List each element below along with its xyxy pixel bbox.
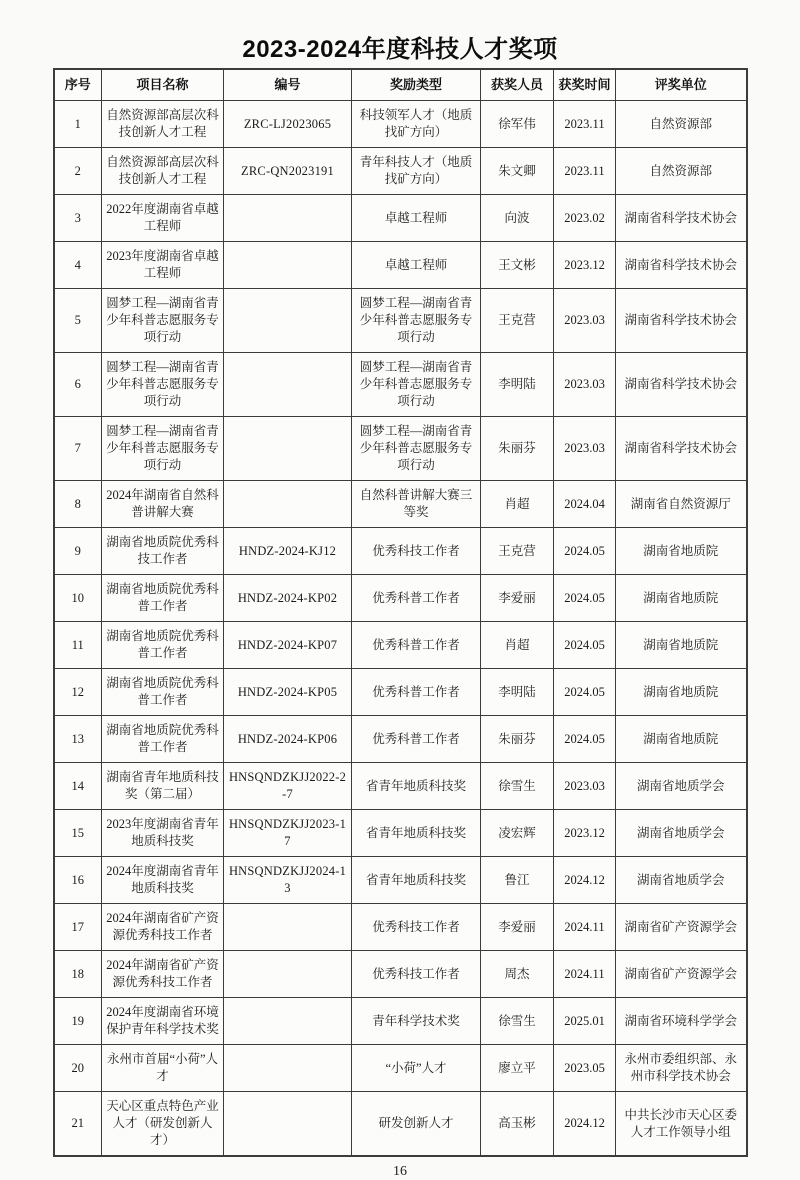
table-cell: 李爱丽 <box>481 575 554 622</box>
header-cell-1: 项目名称 <box>102 69 224 101</box>
table-cell: 徐军伟 <box>481 101 554 148</box>
table-cell: 2023.12 <box>554 810 616 857</box>
table-cell: 17 <box>54 904 102 951</box>
table-cell: 2023年度湖南省卓越工程师 <box>102 242 224 289</box>
table-cell: 天心区重点特色产业人才（研发创新人才） <box>102 1092 224 1157</box>
table-cell: 6 <box>54 353 102 417</box>
table-cell: 圆梦工程—湖南省青少年科普志愿服务专项行动 <box>102 289 224 353</box>
table-cell: 自然资源部高层次科技创新人才工程 <box>102 148 224 195</box>
table-cell: 湖南省青年地质科技奖（第二届） <box>102 763 224 810</box>
table-cell: 2024.05 <box>554 716 616 763</box>
table-cell: 2024年度湖南省环境保护青年科学技术奖 <box>102 998 224 1045</box>
table-row <box>54 857 747 904</box>
table-cell: 2023.12 <box>554 242 616 289</box>
table-cell: 李明陆 <box>481 353 554 417</box>
table-cell: 卓越工程师 <box>352 195 481 242</box>
table-cell <box>224 242 352 289</box>
table-cell: 湖南省地质院 <box>616 528 747 575</box>
table-cell: 朱丽芬 <box>481 417 554 481</box>
table-cell: 永州市首届“小荷”人才 <box>102 1045 224 1092</box>
table-cell: 2 <box>54 148 102 195</box>
table-cell: 优秀科技工作者 <box>352 904 481 951</box>
awards-table <box>53 68 748 1157</box>
table-cell: 王克营 <box>481 528 554 575</box>
table-cell: “小荷”人才 <box>352 1045 481 1092</box>
table-cell: 圆梦工程—湖南省青少年科普志愿服务专项行动 <box>352 417 481 481</box>
table-cell: 15 <box>54 810 102 857</box>
table-cell: 21 <box>54 1092 102 1157</box>
table-cell: 湖南省地质学会 <box>616 763 747 810</box>
table-cell: 2022年度湖南省卓越工程师 <box>102 195 224 242</box>
table-row <box>54 622 747 669</box>
table-cell: 湖南省科学技术协会 <box>616 353 747 417</box>
table-cell: 科技领军人才（地质找矿方向） <box>352 101 481 148</box>
table-cell: HNDZ-2024-KP07 <box>224 622 352 669</box>
table-cell: 朱文卿 <box>481 148 554 195</box>
table-cell: 湖南省地质院优秀科普工作者 <box>102 716 224 763</box>
table-cell: 12 <box>54 669 102 716</box>
table-cell: 2024.11 <box>554 904 616 951</box>
table-cell: 自然资源部高层次科技创新人才工程 <box>102 101 224 148</box>
table-row <box>54 575 747 622</box>
table-cell <box>224 289 352 353</box>
table-cell: HNSQNDZKJJ2022-2-7 <box>224 763 352 810</box>
table-cell: 13 <box>54 716 102 763</box>
table-cell: 湖南省自然资源厅 <box>616 481 747 528</box>
table-cell <box>224 904 352 951</box>
table-cell: 11 <box>54 622 102 669</box>
table-cell: 2024.12 <box>554 1092 616 1157</box>
table-cell: 2023.03 <box>554 417 616 481</box>
header-cell-4: 获奖人员 <box>481 69 554 101</box>
table-row <box>54 1045 747 1092</box>
table-cell: 湖南省地质院 <box>616 622 747 669</box>
table-cell: 徐雪生 <box>481 763 554 810</box>
table-cell: 18 <box>54 951 102 998</box>
table-cell: 自然资源部 <box>616 101 747 148</box>
table-row <box>54 998 747 1045</box>
table-cell: 湖南省科学技术协会 <box>616 195 747 242</box>
table-cell: 湖南省地质院优秀科普工作者 <box>102 622 224 669</box>
table-cell: 优秀科普工作者 <box>352 716 481 763</box>
table-cell: 湖南省地质院优秀科普工作者 <box>102 669 224 716</box>
table-cell: 5 <box>54 289 102 353</box>
table-cell: 圆梦工程—湖南省青少年科普志愿服务专项行动 <box>102 417 224 481</box>
header-cell-0: 序号 <box>54 69 102 101</box>
table-cell: 优秀科普工作者 <box>352 669 481 716</box>
table-row <box>54 951 747 998</box>
table-cell: 2023.02 <box>554 195 616 242</box>
table-cell: HNDZ-2024-KJ12 <box>224 528 352 575</box>
table-row <box>54 148 747 195</box>
table-cell: 2024.05 <box>554 669 616 716</box>
table-cell: 2023.03 <box>554 763 616 810</box>
table-cell: 省青年地质科技奖 <box>352 810 481 857</box>
table-cell: 肖超 <box>481 481 554 528</box>
table-cell: 2024.11 <box>554 951 616 998</box>
table-cell: 湖南省环境科学学会 <box>616 998 747 1045</box>
table-cell: 研发创新人才 <box>352 1092 481 1157</box>
table-row <box>54 763 747 810</box>
table-cell: HNDZ-2024-KP06 <box>224 716 352 763</box>
table-cell <box>224 417 352 481</box>
table-cell: 优秀科普工作者 <box>352 622 481 669</box>
table-cell: 省青年地质科技奖 <box>352 857 481 904</box>
table-row <box>54 417 747 481</box>
table-cell: 湖南省地质学会 <box>616 857 747 904</box>
table-cell: 1 <box>54 101 102 148</box>
table-cell: 2023.11 <box>554 148 616 195</box>
table-row <box>54 101 747 148</box>
table-cell: 湖南省科学技术协会 <box>616 289 747 353</box>
table-cell: 2023.03 <box>554 353 616 417</box>
table-cell: 2023.05 <box>554 1045 616 1092</box>
table-cell: 2024.04 <box>554 481 616 528</box>
table-cell: 湖南省矿产资源学会 <box>616 951 747 998</box>
table-cell: 2024年度湖南省青年地质科技奖 <box>102 857 224 904</box>
table-cell: 湖南省地质院 <box>616 575 747 622</box>
table-row <box>54 481 747 528</box>
table-cell: 湖南省矿产资源学会 <box>616 904 747 951</box>
table-cell: 王文彬 <box>481 242 554 289</box>
table-row <box>54 353 747 417</box>
table-cell: 2024年湖南省矿产资源优秀科技工作者 <box>102 904 224 951</box>
table-cell: 8 <box>54 481 102 528</box>
table-cell: 徐雪生 <box>481 998 554 1045</box>
table-cell: 3 <box>54 195 102 242</box>
table-cell: 青年科技人才（地质找矿方向） <box>352 148 481 195</box>
table-cell: 2025.01 <box>554 998 616 1045</box>
table-cell: 优秀科普工作者 <box>352 575 481 622</box>
table-cell: 2024年湖南省矿产资源优秀科技工作者 <box>102 951 224 998</box>
table-cell: 2024.05 <box>554 622 616 669</box>
table-row <box>54 242 747 289</box>
table-cell: 圆梦工程—湖南省青少年科普志愿服务专项行动 <box>102 353 224 417</box>
table-cell: 2024.12 <box>554 857 616 904</box>
table-cell: 2023.11 <box>554 101 616 148</box>
table-row <box>54 904 747 951</box>
table-cell: 湖南省科学技术协会 <box>616 242 747 289</box>
page-title: 2023-2024年度科技人才奖项 <box>242 36 558 63</box>
table-cell: 2024年湖南省自然科普讲解大赛 <box>102 481 224 528</box>
table-cell: 湖南省科学技术协会 <box>616 417 747 481</box>
table-cell: 李爱丽 <box>481 904 554 951</box>
table-cell: 李明陆 <box>481 669 554 716</box>
table-cell <box>224 951 352 998</box>
table-cell: 湖南省地质院 <box>616 669 747 716</box>
table-cell: 2024.05 <box>554 575 616 622</box>
table-cell: 16 <box>54 857 102 904</box>
table-cell: 省青年地质科技奖 <box>352 763 481 810</box>
table-cell: HNDZ-2024-KP02 <box>224 575 352 622</box>
table-cell: 肖超 <box>481 622 554 669</box>
table-cell <box>224 1045 352 1092</box>
table-cell: ZRC-LJ2023065 <box>224 101 352 148</box>
table-cell: 2023年度湖南省青年地质科技奖 <box>102 810 224 857</box>
table-cell <box>224 998 352 1045</box>
header-cell-3: 奖励类型 <box>352 69 481 101</box>
table-cell: HNSQNDZKJJ2024-13 <box>224 857 352 904</box>
table-cell: ZRC-QN2023191 <box>224 148 352 195</box>
table-cell <box>224 195 352 242</box>
table-cell: 卓越工程师 <box>352 242 481 289</box>
table-cell <box>224 353 352 417</box>
table-cell: 优秀科技工作者 <box>352 528 481 575</box>
table-row <box>54 528 747 575</box>
table-cell: 优秀科技工作者 <box>352 951 481 998</box>
header-cell-2: 编号 <box>224 69 352 101</box>
table-cell: 永州市委组织部、永州市科学技术协会 <box>616 1045 747 1092</box>
table-header-row <box>54 69 747 101</box>
table-cell: 湖南省地质院 <box>616 716 747 763</box>
table-cell: 4 <box>54 242 102 289</box>
table-cell: 湖南省地质学会 <box>616 810 747 857</box>
table-cell: 廖立平 <box>481 1045 554 1092</box>
table-cell: 14 <box>54 763 102 810</box>
page-number: 16 <box>393 1164 407 1179</box>
table-row <box>54 716 747 763</box>
header-cell-6: 评奖单位 <box>616 69 747 101</box>
table-cell: 7 <box>54 417 102 481</box>
table-cell <box>224 1092 352 1157</box>
table-cell: 20 <box>54 1045 102 1092</box>
table-cell: 自然科普讲解大赛三等奖 <box>352 481 481 528</box>
table-cell: 青年科学技术奖 <box>352 998 481 1045</box>
table-cell: 10 <box>54 575 102 622</box>
table-cell: 19 <box>54 998 102 1045</box>
table-cell <box>224 481 352 528</box>
table-cell: 湖南省地质院优秀科普工作者 <box>102 575 224 622</box>
table-cell: 中共长沙市天心区委人才工作领导小组 <box>616 1092 747 1157</box>
table-cell: 高玉彬 <box>481 1092 554 1157</box>
table-cell: 圆梦工程—湖南省青少年科普志愿服务专项行动 <box>352 353 481 417</box>
table-cell: 鲁江 <box>481 857 554 904</box>
table-body <box>54 101 747 1157</box>
table-cell: 2023.03 <box>554 289 616 353</box>
table-row <box>54 1092 747 1157</box>
table-cell: HNSQNDZKJJ2023-17 <box>224 810 352 857</box>
table-row <box>54 810 747 857</box>
table-row <box>54 289 747 353</box>
table-cell: HNDZ-2024-KP05 <box>224 669 352 716</box>
table-cell: 王克营 <box>481 289 554 353</box>
table-cell: 9 <box>54 528 102 575</box>
table-cell: 周杰 <box>481 951 554 998</box>
table-row <box>54 669 747 716</box>
table-cell: 朱丽芬 <box>481 716 554 763</box>
table-cell: 2024.05 <box>554 528 616 575</box>
table-row <box>54 195 747 242</box>
table-cell: 自然资源部 <box>616 148 747 195</box>
header-cell-5: 获奖时间 <box>554 69 616 101</box>
table-cell: 湖南省地质院优秀科技工作者 <box>102 528 224 575</box>
table-cell: 圆梦工程—湖南省青少年科普志愿服务专项行动 <box>352 289 481 353</box>
table-cell: 向波 <box>481 195 554 242</box>
table-cell: 凌宏辉 <box>481 810 554 857</box>
